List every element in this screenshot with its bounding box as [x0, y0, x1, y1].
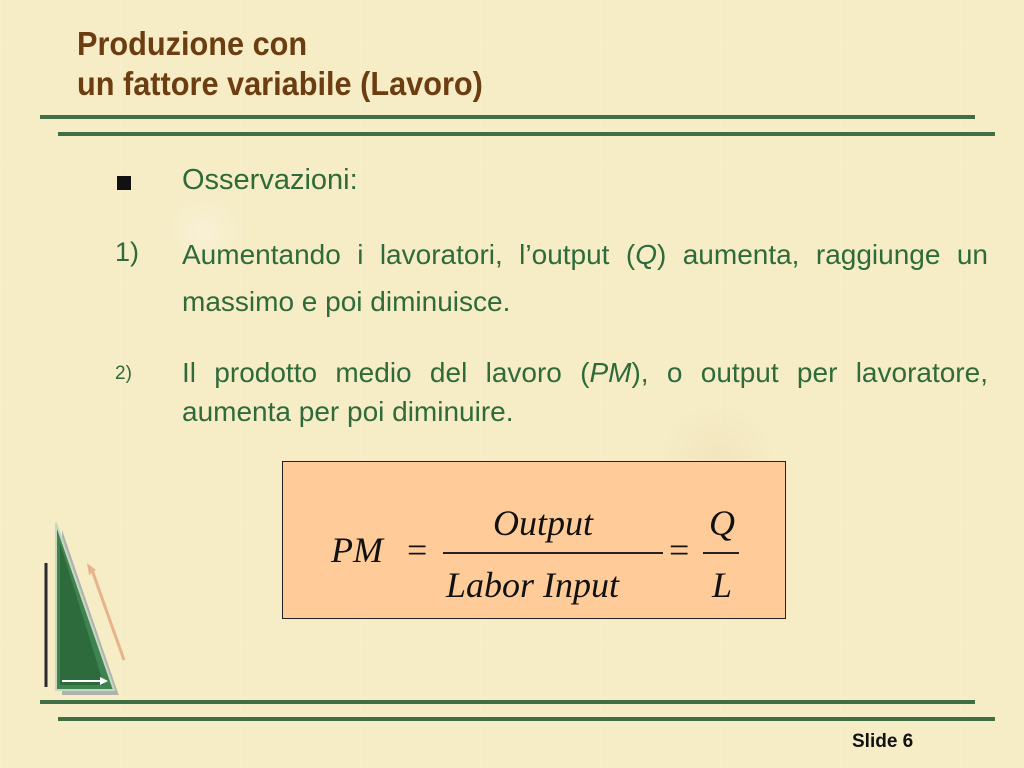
set-square-triangle-icon: [38, 515, 138, 695]
title-line-2: un fattore variabile (Lavoro): [77, 65, 483, 102]
point-1-pre: Aumentando i lavoratori, l’output (: [182, 239, 636, 270]
point-1-post: ) aumenta, raggiunge un massimo e poi diminuisce.: [182, 239, 988, 317]
point-1-text: [182, 231, 988, 325]
title-rule-lower: [58, 132, 995, 136]
fraction-bar-2: [703, 552, 739, 554]
footer-rule-lower: [58, 717, 995, 721]
point-2-emph: PM: [589, 357, 632, 388]
slide-title: [77, 24, 483, 104]
fraction-bar-1: [443, 552, 663, 554]
point-1-number: 1): [115, 237, 140, 267]
point-2-number: 2): [115, 363, 132, 384]
formula-denominator-labor-input: Labor Input: [446, 565, 620, 605]
formula-equals-2: =: [669, 530, 690, 570]
title-rule-upper: [40, 115, 975, 119]
formula-equals-1: =: [407, 530, 428, 570]
point-2-post: ), o output per lavoratore, aumenta per poi diminuire.: [182, 357, 988, 427]
bullet-square-icon: [117, 176, 131, 190]
slide-number: Slide 6: [852, 731, 914, 752]
footer-rule-upper: [40, 700, 975, 704]
point-2-pre: Il prodotto medio del lavoro (: [182, 357, 590, 388]
heading-osservazioni: Osservazioni:: [182, 164, 358, 196]
title-line-1: Produzione con: [77, 25, 308, 62]
point-1-emph: Q: [635, 239, 657, 270]
formula-numerator-q: Q: [709, 503, 735, 543]
point-2-text: [182, 353, 988, 431]
formula-box: [282, 461, 786, 619]
formula-numerator-output: Output: [493, 503, 594, 543]
formula-denominator-l: L: [712, 565, 733, 605]
formula-lhs: PM: [331, 530, 383, 570]
